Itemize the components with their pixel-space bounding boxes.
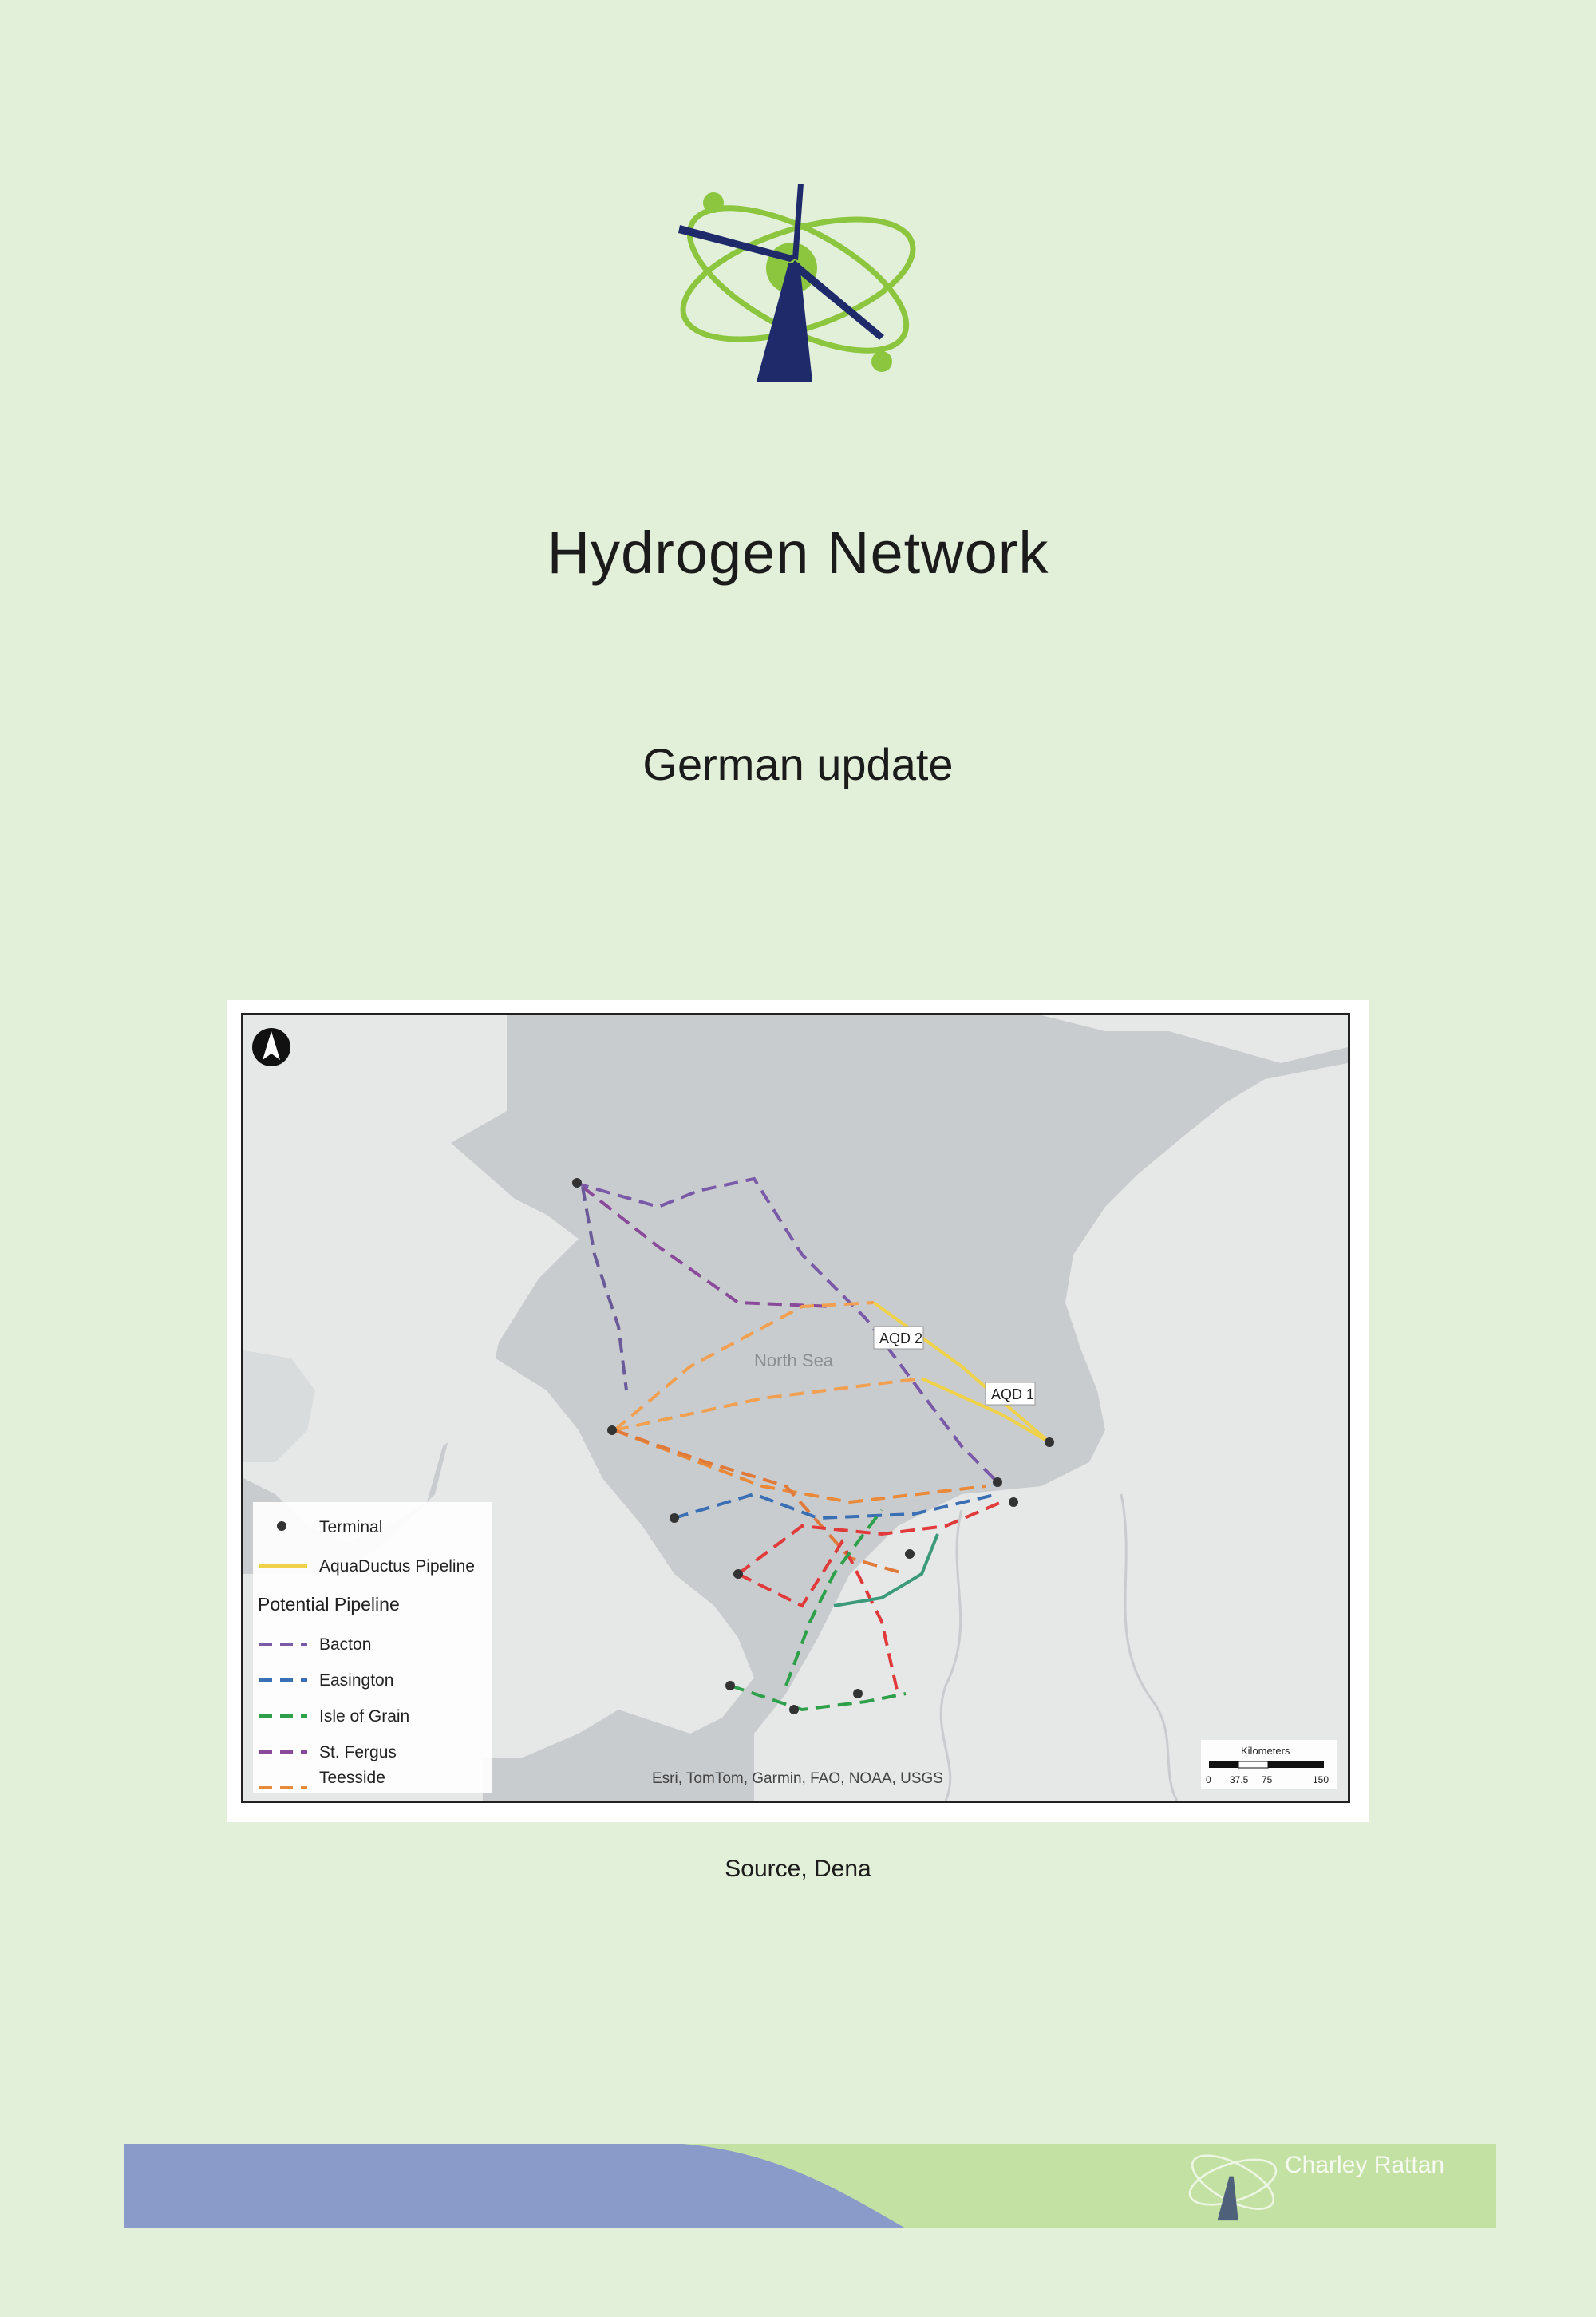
scale-bar bbox=[1201, 1740, 1337, 1789]
svg-text:37.5: 37.5 bbox=[1230, 1774, 1249, 1785]
legend-aquaductus: AquaDuctus Pipeline bbox=[319, 1557, 475, 1576]
document-title: Hydrogen Network bbox=[547, 520, 1049, 586]
document-subtitle: German update bbox=[642, 739, 954, 789]
land-scandinavia bbox=[1041, 1015, 1348, 1063]
map-figure bbox=[227, 1000, 1369, 1822]
legend-item-teesside: Teesside bbox=[319, 1769, 385, 1787]
legend-terminal: Terminal bbox=[319, 1518, 383, 1536]
legend-potential-heading: Potential Pipeline bbox=[258, 1594, 400, 1615]
footer-brand: Charley Rattan bbox=[1285, 2152, 1445, 2178]
legend-item-bacton: Bacton bbox=[319, 1635, 372, 1654]
legend-item-st-fergus: St. Fergus bbox=[319, 1743, 397, 1761]
aqd1-label bbox=[986, 1382, 1035, 1405]
figure-caption: Source, Dena bbox=[725, 1856, 871, 1882]
aquaductus-pipelines bbox=[874, 1303, 1049, 1442]
footer-logo-icon bbox=[1185, 2144, 1281, 2224]
svg-text:0: 0 bbox=[1206, 1774, 1211, 1785]
teesside-route-3 bbox=[614, 1430, 986, 1502]
svg-text:Kilometers: Kilometers bbox=[1241, 1745, 1290, 1757]
north-arrow-icon bbox=[252, 1028, 290, 1066]
legend-item-isle-of-grain: Isle of Grain bbox=[319, 1707, 410, 1726]
map-attribution: Esri, TomTom, Garmin, FAO, NOAA, USGS bbox=[652, 1770, 943, 1787]
teesside-route-2 bbox=[614, 1378, 922, 1430]
teesside-route-1 bbox=[614, 1303, 874, 1430]
hydrogen-pipeline-map bbox=[241, 1013, 1350, 1803]
svg-text:AQD 1: AQD 1 bbox=[991, 1386, 1035, 1402]
svg-text:150: 150 bbox=[1313, 1774, 1329, 1785]
aqd2-label bbox=[874, 1327, 923, 1349]
st-fergus-route-2 bbox=[583, 1187, 834, 1307]
land-continent bbox=[754, 1063, 1348, 1801]
map-legend bbox=[253, 1502, 492, 1793]
svg-text:75: 75 bbox=[1262, 1774, 1273, 1785]
map-canvas bbox=[243, 1015, 1348, 1801]
hydrogen-atom-turbine-logo bbox=[670, 184, 926, 383]
legend-item-easington: Easington bbox=[319, 1671, 394, 1690]
sea-label: North Sea bbox=[754, 1350, 834, 1370]
terminal-icon bbox=[277, 1521, 286, 1531]
st-fergus-route bbox=[575, 1179, 998, 1482]
svg-text:AQD 2: AQD 2 bbox=[879, 1330, 923, 1346]
